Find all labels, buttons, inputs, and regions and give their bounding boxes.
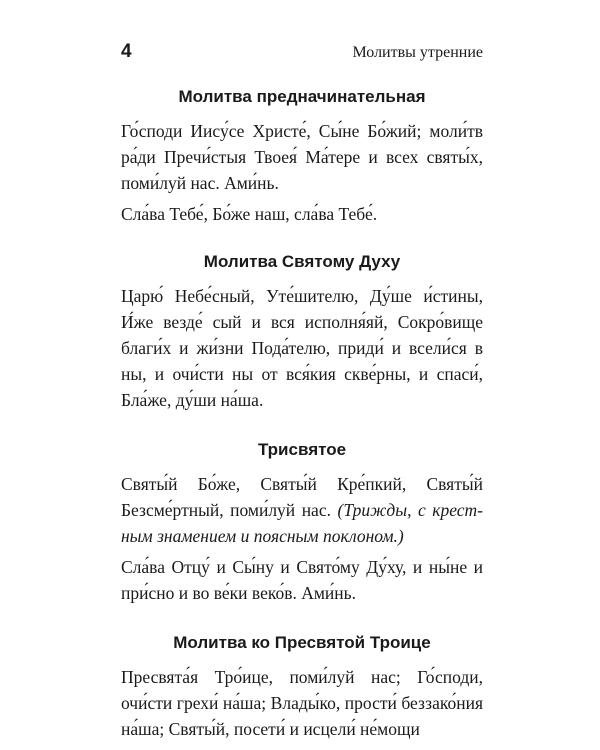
prayer-section-preliminary: [121, 86, 483, 227]
running-head: Молитвы утренние: [352, 44, 483, 61]
prayer-paragraph: Пресвята́я Тро́ице, поми́луй нас; Го́споди, очи́сти грехи́ на́ша; Влады́ко, прости́ беззако́ния на́ша; Святы́й, посети́ и исцели́ не́мощи: [121, 667, 483, 739]
page-number: 4: [121, 41, 132, 62]
section-title: Молитва Святому Духу: [203, 252, 401, 271]
prayer-section-holy-spirit: [121, 251, 483, 413]
book-page: [121, 40, 483, 742]
section-title: Молитва предначинательная: [178, 87, 426, 106]
rubric-note: (Трижды, с крестным знамением и поясным поклоном.): [121, 500, 483, 546]
prayer-paragraph: Го́споди Иису́се Христе́, Сы́не Бо́жий; моли́тв ра́ди Пречи́стыя Твоея́ Ма́тере и всех святы́х, поми́луй нас. Ами́нь.: [121, 121, 483, 193]
prayer-section-holy-trinity: [121, 632, 483, 742]
page-header: [121, 40, 483, 76]
prayer-section-trisagion: [121, 439, 483, 606]
prayer-paragraph: [121, 471, 483, 549]
section-title: Трисвятое: [257, 440, 347, 459]
prayer-paragraph: Сла́ва Тебе́, Бо́же наш, сла́ва Тебе́.: [121, 204, 378, 224]
prayer-paragraph: Царю́ Небе́сный, Уте́шителю, Ду́ше и́стины, И́же везде́ сый и вся исполня́яй, Сокро́вище благи́х и жи́зни Пода́телю, приди́ и всели́ся в ны, и очи́сти ны от вся́кия скве́рны, и спаси́, Бла́же, ду́ши на́ша.: [121, 286, 483, 410]
prayer-text: Святы́й Бо́же, Святы́й Кре́пкий, Святы́й Безсме́ртный, поми́луй нас.: [121, 474, 483, 520]
section-title: Молитва ко Пресвятой Троице: [173, 633, 431, 652]
prayer-paragraph: Сла́ва Отцу́ и Сы́ну и Свято́му Ду́ху, и ны́не и при́сно и во ве́ки веко́в. Ами́нь.: [121, 557, 483, 603]
